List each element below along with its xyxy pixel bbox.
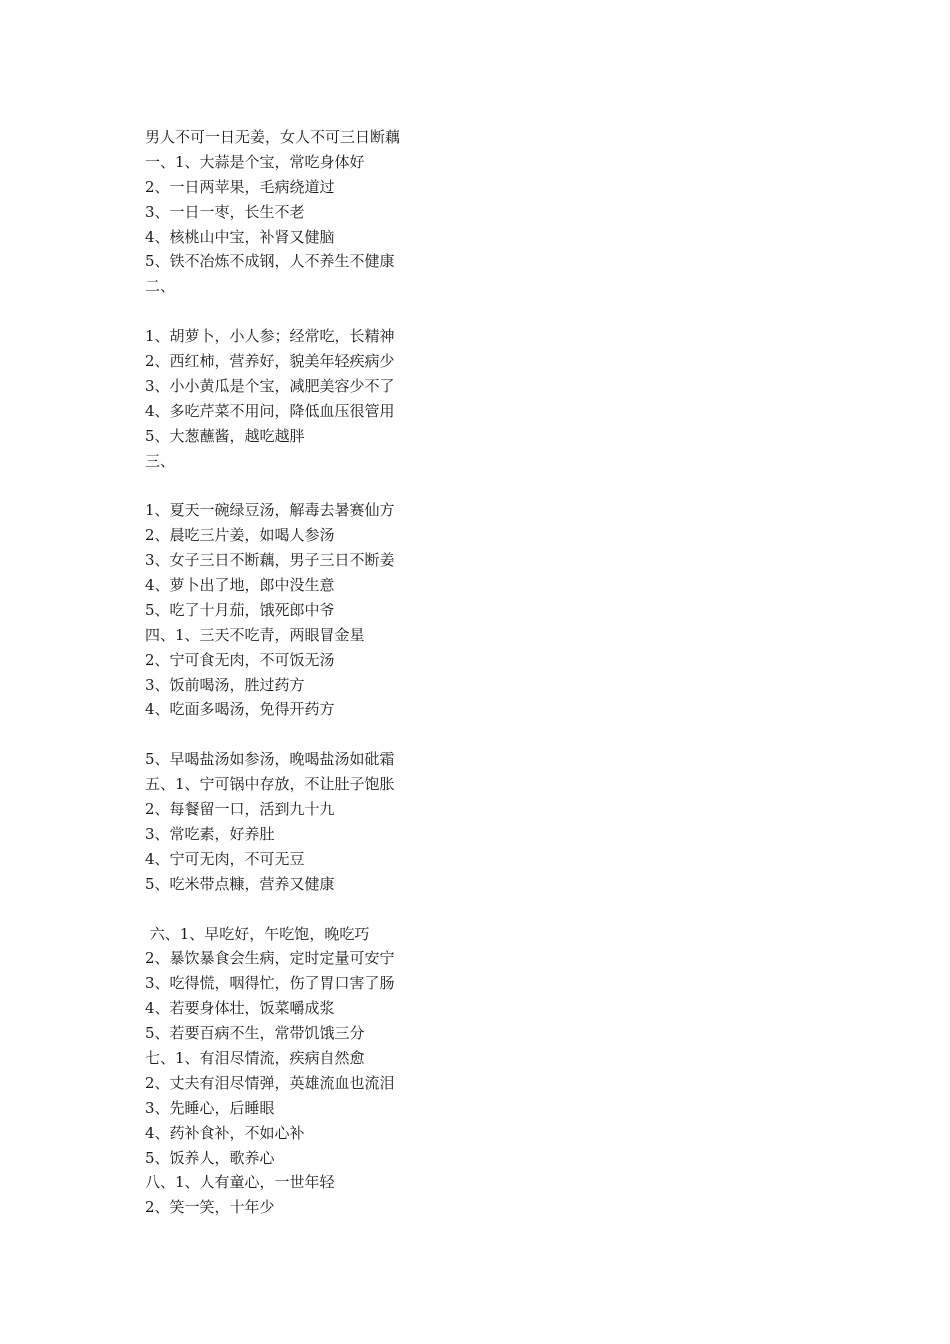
- text-line: 5、铁不冶炼不成钢，人不养生不健康: [145, 252, 395, 271]
- text-line: 3、常吃素，好养肚: [145, 824, 275, 843]
- blank-line: [145, 722, 845, 747]
- text-line: 5、大葱蘸酱，越吃越胖: [145, 426, 305, 445]
- text-line: 1、胡萝卜，小人参；经常吃，长精神: [145, 327, 395, 346]
- text-line: 2、笑一笑，十年少: [145, 1198, 275, 1217]
- text-line: 男人不可一日无姜，女人不可三日断藕: [145, 128, 401, 146]
- blank-line: [145, 897, 845, 922]
- text-line: 5、早喝盐汤如参汤，晚喝盐汤如砒霜: [145, 750, 395, 769]
- text-line: 4、萝卜出了地，郎中没生意: [145, 576, 335, 595]
- document-body: [145, 125, 845, 1220]
- text-line: 八、1、人有童心，一世年轻: [145, 1173, 335, 1192]
- text-line: 一、1、大蒜是个宝，常吃身体好: [145, 152, 365, 171]
- text-line: 4、多吃芹菜不用问，降低血压很管用: [145, 401, 395, 420]
- text-line: 七、1、有泪尽情流，疾病自然愈: [145, 1048, 365, 1067]
- text-line: 2、每餐留一口，活到九十九: [145, 800, 335, 819]
- text-line: 三、: [145, 451, 176, 470]
- text-line: 4、吃面多喝汤，免得开药方: [145, 700, 335, 719]
- text-line: 2、西红柿，营养好，貌美年轻疾病少: [145, 352, 395, 371]
- text-line: 2、一日两苹果，毛病绕道过: [145, 177, 335, 196]
- text-line: 3、先睡心，后睡眼: [145, 1098, 275, 1117]
- blank-line: [145, 473, 845, 498]
- text-line: 5、吃米带点糠，营养又健康: [145, 874, 335, 893]
- text-line: 2、丈夫有泪尽情弹，英雄流血也流泪: [145, 1073, 395, 1092]
- text-line: 3、小小黄瓜是个宝，减肥美容少不了: [145, 376, 395, 395]
- text-line: 3、女子三日不断藕，男子三日不断姜: [145, 551, 395, 570]
- text-line: 3、吃得慌，咽得忙，伤了胃口害了肠: [145, 974, 395, 993]
- text-line: 5、若要百病不生，常带饥饿三分: [145, 1024, 365, 1043]
- text-line: 2、暴饮暴食会生病，定时定量可安宁: [145, 949, 395, 968]
- text-line: 1、夏天一碗绿豆汤，解毒去暑赛仙方: [145, 501, 395, 520]
- text-line: 2、宁可食无肉，不可饭无汤: [145, 650, 335, 669]
- text-line: 五、1、宁可锅中存放，不让肚子饱胀: [145, 775, 395, 794]
- text-line: 5、饭养人，歌养心: [145, 1148, 275, 1167]
- text-line: 4、宁可无肉，不可无豆: [145, 849, 305, 868]
- text-line: 四、1、三天不吃青，两眼冒金星: [145, 625, 365, 644]
- text-line: 4、核桃山中宝，补肾又健脑: [145, 227, 335, 246]
- text-line: 二、: [145, 277, 176, 296]
- text-line: 六、1、早吃好，午吃饱，晚吃巧: [145, 924, 370, 943]
- text-line: 3、一日一枣，长生不老: [145, 202, 305, 221]
- text-line: 4、药补食补，不如心补: [145, 1123, 305, 1142]
- text-line: 5、吃了十月茄，饿死郎中爷: [145, 600, 335, 619]
- text-line: 3、饭前喝汤，胜过药方: [145, 675, 305, 694]
- blank-line: [145, 299, 845, 324]
- text-line: 4、若要身体壮，饭菜嚼成浆: [145, 999, 335, 1018]
- text-line: 2、晨吃三片姜，如喝人参汤: [145, 526, 335, 545]
